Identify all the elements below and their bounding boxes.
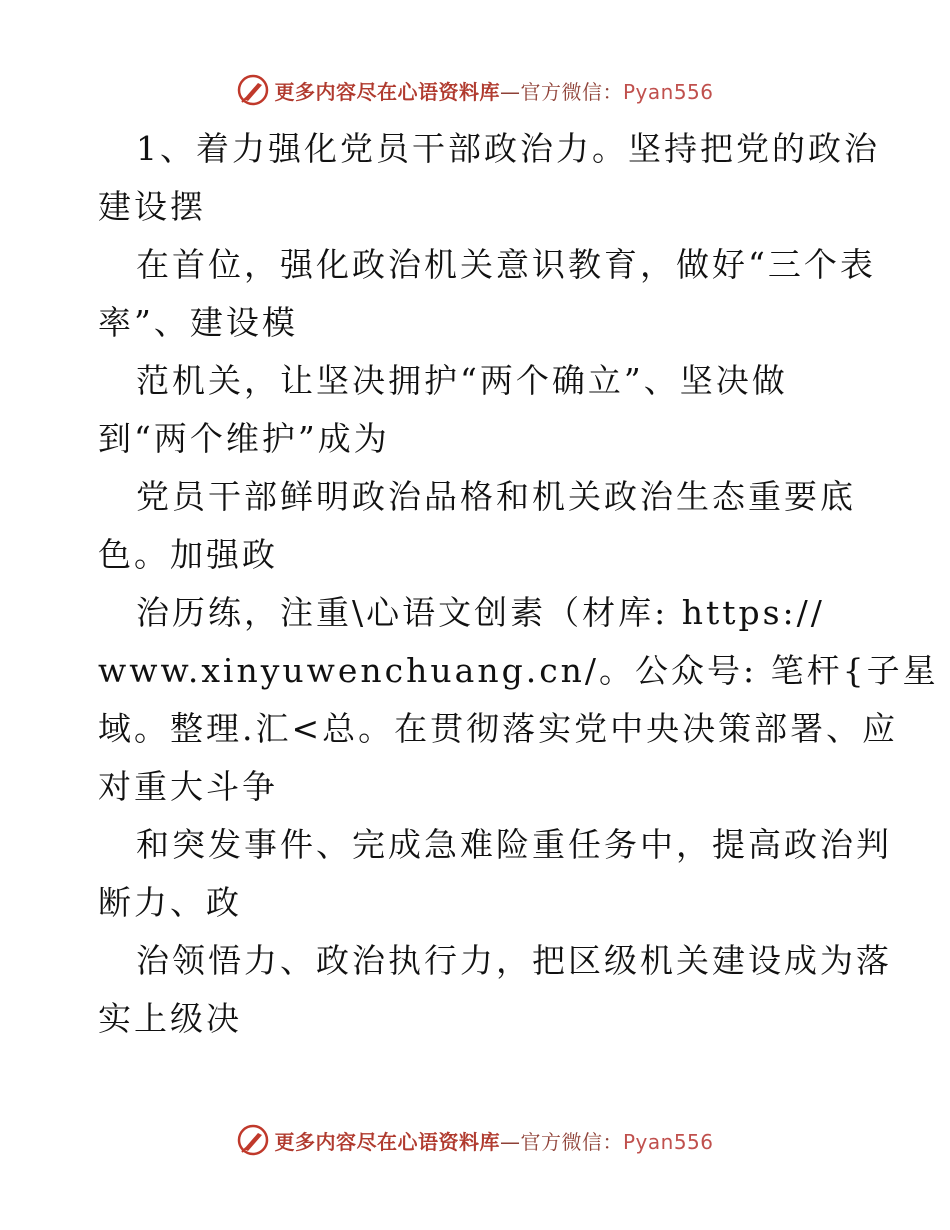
text-line: 实上级决 [98,999,242,1038]
text-line: 和突发事件、完成急难险重任务中，提高政治判 [136,825,892,864]
text-line: www.xinyuwenchuang.cn/。公众号: 笔杆{子星 [98,651,939,690]
pen-logo-icon [236,1123,270,1157]
pen-logo-icon [236,73,270,107]
footer-banner-id: Pyan556 [622,1129,714,1154]
text-line: 治领悟力、政治执行力，把区级机关建设成为落 [136,941,892,980]
footer-banner-text [274,1126,713,1155]
text-line: 1、着力强化党员干部政治力。坚持把党的政治 [136,129,880,168]
text-line: 对重大斗争 [98,767,278,806]
header-banner-id: Pyan556 [622,79,714,104]
text-line: 治历练，注重\心语文创素（材库: https:// [136,593,825,632]
text-line: 在首位，强化政治机关意识教育，做好“三个表 [136,245,876,284]
header-banner-text [274,76,713,105]
footer-banner-contact: —官方微信： [499,1129,623,1154]
header-banner-contact: —官方微信： [499,79,623,104]
text-line: 色。加强政 [98,535,278,574]
text-line: 断力、政 [98,883,242,922]
text-line: 范机关，让坚决拥护“两个确立”、坚决做 [136,361,788,400]
header-banner [0,70,950,110]
text-line: 建设摆 [98,187,206,226]
text-line: 到“两个维护”成为 [98,419,390,458]
footer-banner [0,1120,950,1160]
text-line: 党员干部鲜明政治品格和机关政治生态重要底 [136,477,856,516]
footer-banner-main: 更多内容尽在心语资料库 [274,1129,500,1154]
header-banner-main: 更多内容尽在心语资料库 [274,79,500,104]
text-line: 域。整理.汇<总。在贯彻落实党中央决策部署、应 [98,709,899,748]
document-body [98,120,939,1048]
text-line: 率”、建设模 [98,303,298,342]
